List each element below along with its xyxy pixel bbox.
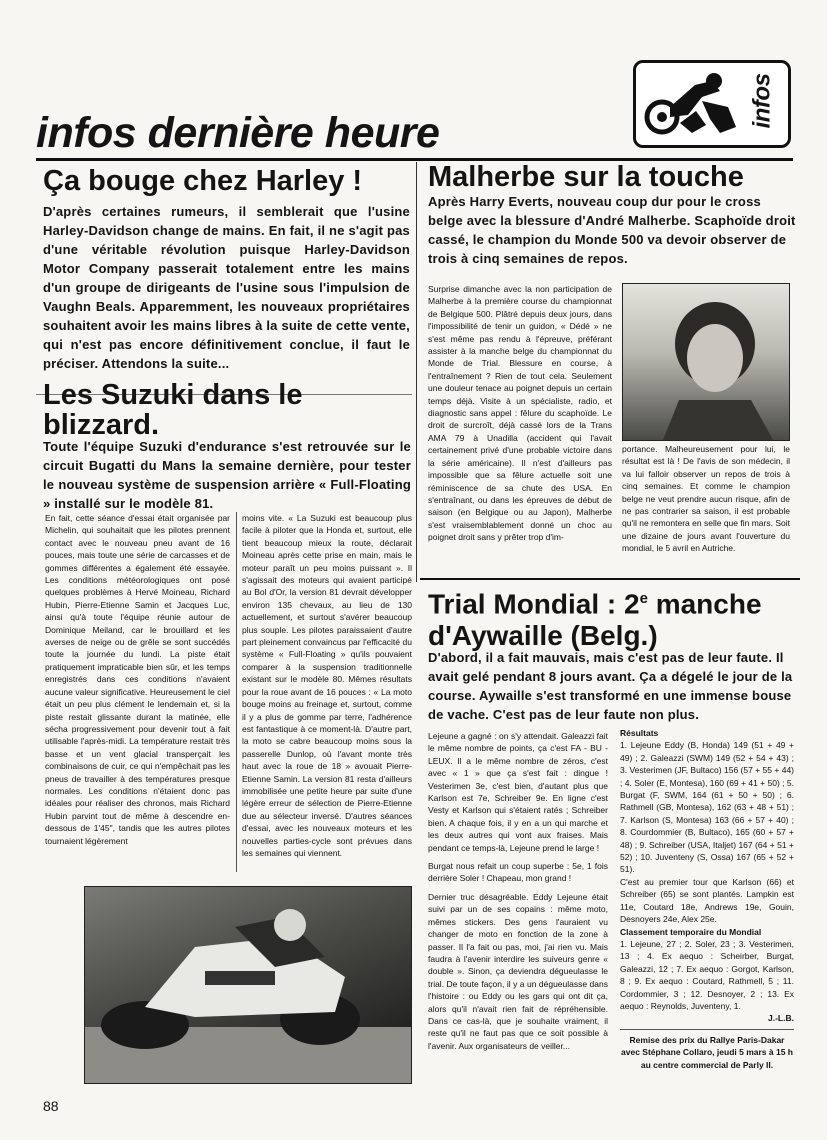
suzuki-column-divider [236,512,237,872]
suzuki-title: Les Suzuki dans le blizzard. [43,379,303,441]
section-title: infos dernière heure [36,109,440,157]
rallye-note: Remise des prix du Rallye Paris-Dakar avec Stéphane Collaro, jeudi 5 mars à 15 h au centre commercial de Parly II. [621,1034,793,1070]
trial-title-sup: e [639,590,648,607]
results-note: C'est au premier tour que Karlson (66) et Schreiber (65) se sont plantés. Lampkin est 11e, Coutard 18e, Andrews 19e, Gouin, Desnoyers 24e, Alex 25e. [620,876,794,925]
infos-logo [633,60,791,148]
malherbe-body-col2: portance. Malheureusement pour lui, le résultat est là ! De l'avis de son médecin, il va lui falloir observer un repos de trois à cinq semaines. Et comme le champion belge ne veut prendre aucun risque, afin de ne pas contrarier sa saison, il est probable qu'il ne remontera en selle que fin mars. Soit une dizaine de jours avant l'ouverture du mondial, le 5 avril en Autriche. [622,444,790,554]
malherbe-portrait-photo [622,283,790,441]
author-signature: J.-L.B. [768,1013,794,1024]
trial-paragraph-2: Burgat nous refait un coup superbe : 5e, 1 fois derrière Soler ! Chapeau, mon grand ! [428,861,608,884]
logo-text: infos [748,73,776,129]
column-divider [416,162,417,582]
results-separator [620,1029,794,1030]
trial-paragraph-3: Dernier truc désagréable. Eddy Lejeune était suivi par un de ses copains : même moto, mêmes stickers. Des gens l'auraient vu changer de moto en fonction de la zone à passer. Il l'a fait ou pas, moi, j'ai rien vu. Mais faudra à l'avenir interdire les suiveurs genre « double ». Sinon, ça deviendra dégueulasse le trial. De toute façon, il y a un dégueulasse dans l'histoire : ou Eddy ou les gars qui ont dit ça, alors qu'il n'avait rien fait de répréhensible. Dans ce cas-là, que je souhaite vraiment, il reste qu'il ne faut pas que ce soit possible à l'avenir. Aux organisateurs de veiller... [428,891,608,1051]
classement-title: Classement temporaire du Mondial [620,926,762,937]
trial-top-rule [420,578,800,580]
results-list: 1. Lejeune Eddy (B, Honda) 149 (51 + 49 + 49) ; 2. Galeazzi (SWM) 149 (52 + 54 + 43) ; 3. Vesterimen (JF, Bultaco) 156 (57 + 55 + 44) ; 4. Soler (E, Montesa), 160 (69 + 41 + 50) ; 5. Burgat (F, SWM, 164 (61 + 50 + 50) ; 6. Rathmell (GB, Montesa), 162 (63 + 48 + 51) ; 7. Karlson (S, Montesa) 163 (66 + 57 + 40) ; 8. Courdommier (B, Bultaco), 165 (60 + 57 + 48) ; 9. Schreiber (USA, Italjet) 167 (64 + 51 + 52) ; 10. Juventeny (S, Ossa) 167 (65 + 52 + 51). [620,740,794,875]
malherbe-title: Malherbe sur la touche [428,161,744,193]
trial-title-line2: d'Aywaille (Belg.) [428,620,658,652]
suzuki-lead: Toute l'équipe Suzuki d'endurance s'est retrouvée sur le circuit Bugatti du Mans la semaine dernière, pour tester le nouveau système de suspension arrière « Full-Floating » installé sur le modèle 81. [43,439,411,511]
trial-title [428,583,800,652]
motorcycle-rider-icon [640,67,740,139]
trial-title-part1: Trial Mondial : 2 [428,588,640,620]
malherbe-body-col1: Surprise dimanche avec la non participation de Malherbe à la première course du championnat de Belgique 500. Plâtré depuis deux jours, dans l'impossibilité de tenir un guidon, « Dédé » ne s'est même pas rendu à l'épreuve, préférant assister à la manche belge du championnat du Monde de Trial. Blessure en course, à l'entraînement ? Rien de tout cela. Seulement une douleur tenace au poignet depuis un certain temps déjà. Visite à un spécialiste, radio, et diagnostic sans appel : fêlure du scaphoïde. Le droit de surcroît, déjà cassé lors de la Trans AMA 79 à Unadilla (accident qui l'avait certainement privé d'une probable victoire dans la série américaine). Il n'est d'ailleurs pas impossible que sa fêlure actuelle soit une réminiscence de sa chute des USA. En s'entraînant, ou dans les épreuves de début de saison (en Belgique ou au Japon), Malherbe s'est vraisemblablement donné un choc au poignet droit sans y prêter trop d'im- [428,284,612,543]
trial-paragraph-1: Lejeune a gagné : on s'y attendait. Galeazzi fait le même nombre de points, ça c'est FA - BU - LEUX. Il a le même nombre de zéros, c'est avec « 1 » que ça s'est fait : dingue ! Vesterimen 3e, c'est bien, d'autant plus que Karlson est 7e, Schreiber 9e. En ligne c'est Vesty et Karlson qui s'étaient ratés ; Schreiber bien. A chaque fois, il y en a un qui marche et les deux autres qui vont aux fraises. Mais pendant ce temps-là, Lejeune prend le large ! [428,731,608,853]
portrait-icon [623,284,789,440]
harley-title: Ça bouge chez Harley ! [43,165,363,197]
classement-list: 1. Lejeune, 27 ; 2. Soler, 23 ; 3. Vesterimen, 13 ; 4. Ex aequo : Scheirber, Burgat, Galeazzi, 12 ; 7. Ex aequo : Gorgot, Karlson, 8 ; 9. Ex aequo : Coutard, Rathmell, 5 ; 11. Cordommier, 3 ; 12. Desnoyer, 2 ; 13. Ex aequo : Reynolds, Juventeny, 1. [620,938,794,1011]
motorcycle-racing-icon [85,887,411,1083]
trial-results [620,727,794,1071]
page-number: 88 [43,1098,59,1114]
trial-lead: D'abord, il a fait mauvais, mais c'est pas de leur faute. Il avait gelé pendant 8 jours avant. Ça a dégelé le jour de la course. Aywaille s'est transformé en une immense bouse de vache. C'est pas de leur faute non plus. [428,650,793,722]
suzuki-body-col2: moins vite. « La Suzuki est beaucoup plus facile à piloter que la Honda et, surtout, elle tient beaucoup mieux la route, déclarait Moineau après cette prise en main, mais le moteur paraît un peu moins puissant ». Il s'agissait des moteurs qui avaient participé au Bol d'Or, la version 81 devrait développer environ 135 chevaux, au lieu de 130 actuellement, et surtout s'avérer beaucoup plus souple. Les pilotes paraissaient d'autre part pleinement convaincus par l'efficacité du système « Full-Floating » qu'ils pouvaient comparer à la suspension traditionnelle existant sur le modèle 80. Mêmes résultats pour la roue avant de 16 pouces : « La moto bouge moins au freinage et, surtout, comme il y a plus de gomme par terre, l'adhérence est fantastique à ce moment-là. D'autre part, la moto se cabre beaucoup moins sous la passerelle Dunlop, où l'avant monte très haut avec la roue de 18 » avouait Pierre-Etienne Samin. La version 81 resta d'ailleurs immobilisée une petite heure par suite d'une légère erreur de sélection de Pierre-Etienne due au sélecteur inversé. D'autres séances d'essai, avec les nouveaux moteurs et les nouvelles parties-cycle sont prévues dans les semaines qui viennent. [242,513,412,858]
suzuki-race-photo [84,886,412,1084]
results-title: Résultats [620,728,659,738]
trial-body-col1 [428,730,608,1052]
harley-lead: D'après certaines rumeurs, il semblerait que l'usine Harley-Davidson change de mains. En fait, il ne s'agit pas d'une véritable révolution puisque Harley-Davidson Motor Company passerait totalement entre les mains d'un groupe de dirigeants de l'usine sous l'impulsion de Vaughn Beals. Apparemment, les nouveaux propriétaires souhaitent avoir les mains libres à la suite de cette vente, qui n'est pas encore définitivement conclue, il faut le préciser. Attendons la suite... [43,204,410,371]
trial-title-part2: manche [647,588,762,620]
suzuki-body-col1: En fait, cette séance d'essai était organisée par Michelin, qui souhaitait que les pilotes prennent contact avec le nouveau pneu avant de 16 pouces, mais toute une série de carcasses et de gommes différentes a également été essayée. Les conditions météorologiques ont posé quelques problèmes à Hervé Moineau, Richard Hubin, Pierre-Etienne Samin et Jacques Luc, ainsi qu'à toute l'équipe réunie autour de Dominique Meiland, car le brouillard et les averses de neige ou de grêle se sont succédés toute la journée du lundi. La piste était pratiquement impraticable bien sûr, et les temps enregistrés dans ces conditions n'avaient aucune valeur significative. Heureusement le ciel était un peu plus clément le lendemain et, si la piste restait glissante durant la matinée, elle sécha progressivement pour devenir tout à fait utilisable l'après-midi. La température restait très basse et un vent glacial transperçait les combinaisons de cuir, ce qui n'empêchait pas les pneus de travailler à des températures presque normales. Les conditions n'étaient donc pas idéales pour réaliser des chronos, mais Richard Hubin parvint tout de même à descendre en-dessous de 1'45", tandis que les autres pilotes tournaient légèrement [45,513,230,846]
malherbe-lead: Après Harry Everts, nouveau coup dur pour le cross belge avec la blessure d'André Malherbe. Scaphoïde droit cassé, le champion du Monde 500 va devoir observer de trois à cinq semaines de repos. [428,194,796,266]
logo-word [740,63,784,139]
